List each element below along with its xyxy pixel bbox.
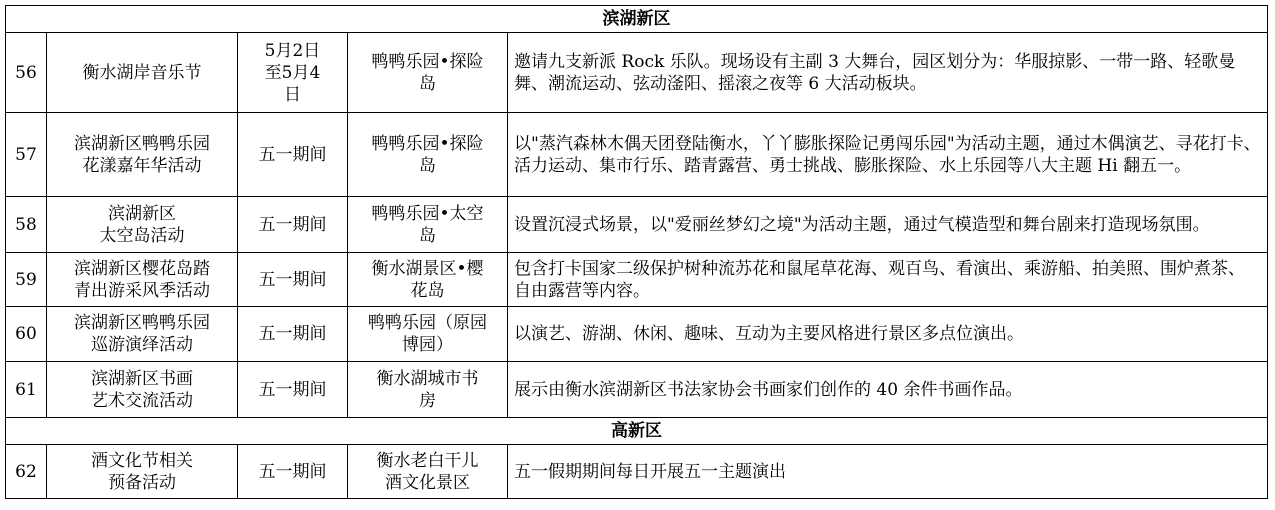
event-description: 以演艺、游湖、休闲、趣味、互动为主要风格进行景区多点位演出。 <box>508 307 1268 362</box>
table-row <box>6 362 1268 418</box>
cell-line: 鸭鸭乐园•太空 <box>371 203 484 224</box>
events-table <box>5 5 1268 499</box>
event-date <box>238 307 348 362</box>
event-location <box>348 253 508 307</box>
event-location <box>348 113 508 197</box>
table-row <box>6 307 1268 362</box>
event-location <box>348 197 508 253</box>
cell-line: 滨湖新区书画 <box>91 368 193 389</box>
event-name <box>47 197 238 253</box>
events-table-body <box>6 6 1268 499</box>
cell-line: 鸭鸭乐园（原园 <box>368 313 487 333</box>
cell-line: 酒文化节相关 <box>91 450 193 471</box>
row-number: 58 <box>6 197 47 253</box>
event-description: 包含打卡国家二级保护树种流苏花和鼠尾草花海、观百鸟、看演出、乘游船、拍美照、围炉煮茶、自由露营等内容。 <box>508 253 1268 307</box>
cell-line: 五一期间 <box>258 214 327 235</box>
cell-line: 滨湖新区樱花岛踏 <box>74 258 210 279</box>
table-row <box>6 197 1268 253</box>
event-name <box>47 113 238 197</box>
cell-line: 岛 <box>419 155 436 176</box>
cell-line: 至5月4 <box>264 62 321 83</box>
event-date <box>238 33 348 113</box>
event-location <box>348 445 508 499</box>
event-name <box>47 33 238 113</box>
event-date <box>238 362 348 418</box>
cell-line: 五一期间 <box>258 144 327 165</box>
section-header-row <box>6 418 1268 445</box>
cell-line: 房 <box>419 390 436 411</box>
cell-line: 滨湖新区鸭鸭乐园 <box>74 133 210 154</box>
cell-line: 五一期间 <box>258 461 327 482</box>
section-header-row <box>6 6 1268 33</box>
cell-line: 艺术交流活动 <box>91 390 193 411</box>
row-number: 61 <box>6 362 47 418</box>
event-name <box>47 307 238 362</box>
cell-line: 鸭鸭乐园•探险 <box>371 51 484 72</box>
cell-line: 五一期间 <box>258 324 327 344</box>
cell-line: 岛 <box>419 73 436 94</box>
event-location <box>348 33 508 113</box>
cell-line: 滨湖新区 <box>108 203 176 224</box>
cell-line: 衡水湖城市书 <box>376 368 479 389</box>
cell-line: 预备活动 <box>108 472 176 493</box>
event-location <box>348 362 508 418</box>
cell-line: 日 <box>284 84 301 105</box>
event-date <box>238 197 348 253</box>
cell-line: 花漾嘉年华活动 <box>82 155 202 176</box>
section-title: 高新区 <box>6 418 1268 445</box>
event-date <box>238 113 348 197</box>
event-description: 五一假期期间每日开展五一主题演出 <box>508 445 1268 499</box>
cell-line: 酒文化景区 <box>385 472 470 493</box>
cell-line: 青出游采风季活动 <box>74 280 210 301</box>
table-row <box>6 33 1268 113</box>
row-number: 62 <box>6 445 47 499</box>
table-row <box>6 253 1268 307</box>
row-number: 60 <box>6 307 47 362</box>
row-number: 59 <box>6 253 47 307</box>
event-date <box>238 445 348 499</box>
event-date <box>238 253 348 307</box>
cell-line: 巡游演绎活动 <box>91 335 193 355</box>
cell-line: 博园） <box>402 335 453 355</box>
event-description: 设置沉浸式场景，以"爱丽丝梦幻之境"为活动主题，通过气模造型和舞台剧来打造现场氛围。 <box>508 197 1268 253</box>
row-number: 56 <box>6 33 47 113</box>
row-number: 57 <box>6 113 47 197</box>
event-name <box>47 362 238 418</box>
event-name <box>47 253 238 307</box>
table-row <box>6 445 1268 499</box>
event-description: 以"蒸汽森林木偶天团登陆衡水，丫丫膨胀探险记勇闯乐园"为活动主题，通过木偶演艺、寻花打卡、活力运动、集市行乐、踏青露营、勇士挑战、膨胀探险、水上乐园等八大主题 Hi 翻五一。 <box>508 113 1268 197</box>
event-location <box>348 307 508 362</box>
cell-line: 衡水老白干儿 <box>376 450 479 471</box>
cell-line: 滨湖新区鸭鸭乐园 <box>74 313 210 333</box>
cell-line: 岛 <box>419 225 436 246</box>
cell-line: 五一期间 <box>258 379 327 400</box>
event-description: 邀请九支新派 Rock 乐队。现场设有主副 3 大舞台，园区划分为：华服掠影、一带一路、轻歌曼舞、潮流运动、弦动滏阳、摇滚之夜等 6 大活动板块。 <box>508 33 1268 113</box>
cell-line: 鸭鸭乐园•探险 <box>371 133 484 154</box>
cell-line: 衡水湖景区•樱 <box>371 258 484 279</box>
cell-line: 衡水湖岸音乐节 <box>82 62 202 83</box>
cell-line: 五一期间 <box>258 269 327 290</box>
cell-line: 花岛 <box>410 280 445 301</box>
event-description: 展示由衡水滨湖新区书法家协会书画家们创作的 40 余件书画作品。 <box>508 362 1268 418</box>
section-title: 滨湖新区 <box>6 6 1268 33</box>
cell-line: 5月2日 <box>264 40 321 61</box>
cell-line: 太空岛活动 <box>99 225 185 246</box>
table-row <box>6 113 1268 197</box>
event-name <box>47 445 238 499</box>
